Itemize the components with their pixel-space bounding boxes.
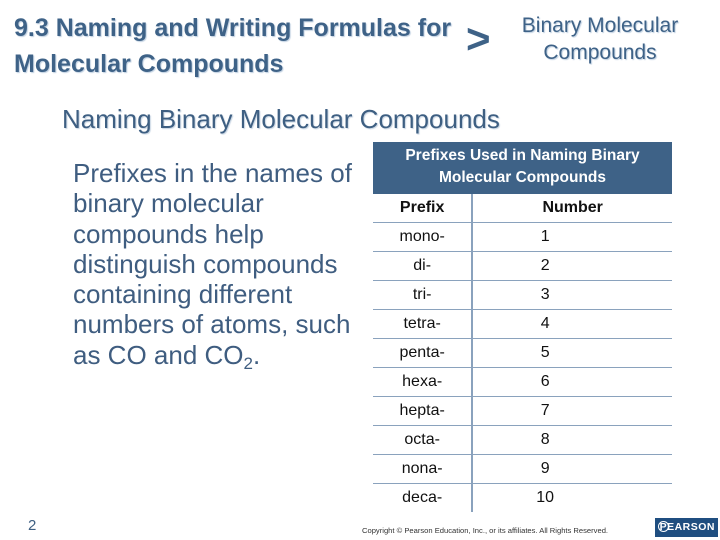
copyright-notice: Copyright © Pearson Education, Inc., or its affiliates. All Rights Reserved. bbox=[362, 526, 609, 535]
table-header-row bbox=[373, 194, 672, 223]
prefix-cell: octa- bbox=[373, 426, 472, 455]
number-cell: 4 bbox=[472, 310, 672, 339]
prefix-number-table bbox=[373, 194, 672, 512]
page-number: 2 bbox=[28, 517, 37, 534]
table-row bbox=[373, 339, 672, 368]
number-cell: 3 bbox=[472, 281, 672, 310]
pearson-logo-text: PEARSON bbox=[659, 521, 715, 533]
number-cell: 9 bbox=[472, 455, 672, 484]
prefix-cell: nona- bbox=[373, 455, 472, 484]
number-cell: 1 bbox=[472, 223, 672, 252]
number-cell: 8 bbox=[472, 426, 672, 455]
table-row bbox=[373, 484, 672, 513]
number-cell: 2 bbox=[472, 252, 672, 281]
slide-title-line1: 9.3 Naming and Writing Formulas for bbox=[14, 14, 452, 42]
prefix-cell: penta- bbox=[373, 339, 472, 368]
prefix-cell: mono- bbox=[373, 223, 472, 252]
table-row bbox=[373, 223, 672, 252]
slide-title bbox=[14, 10, 484, 82]
prefix-cell: tetra- bbox=[373, 310, 472, 339]
pearson-logo bbox=[655, 518, 718, 537]
chevron-right-icon: > bbox=[466, 15, 491, 62]
column-header-number: Number bbox=[472, 194, 672, 223]
subheading: Naming Binary Molecular Compounds bbox=[62, 104, 500, 134]
number-cell: 5 bbox=[472, 339, 672, 368]
number-cell: 6 bbox=[472, 368, 672, 397]
table-row bbox=[373, 397, 672, 426]
pearson-logo-icon bbox=[658, 521, 669, 532]
column-header-prefix: Prefix bbox=[373, 194, 472, 223]
prefix-cell: di- bbox=[373, 252, 472, 281]
number-cell: 10 bbox=[536, 489, 555, 506]
table-caption: Prefixes Used in Naming Binary Molecular Compounds bbox=[373, 142, 672, 194]
table-row bbox=[373, 252, 672, 281]
table-row bbox=[373, 310, 672, 339]
prefix-cell: hepta- bbox=[373, 397, 472, 426]
table-row bbox=[373, 426, 672, 455]
number-cell: 7 bbox=[472, 397, 672, 426]
subscript: 2 bbox=[243, 353, 253, 373]
prefix-table bbox=[373, 142, 672, 512]
slide-title-line2: Molecular Compounds bbox=[14, 50, 284, 78]
prefix-cell: tri- bbox=[373, 281, 472, 310]
body-paragraph bbox=[73, 158, 363, 373]
table-row bbox=[373, 368, 672, 397]
prefix-cell: deca- bbox=[373, 484, 472, 513]
table-row bbox=[373, 455, 672, 484]
table-row bbox=[373, 281, 672, 310]
prefix-cell: hexa- bbox=[373, 368, 472, 397]
body-text: Prefixes in the names of binary molecular compounds help distinguish compounds containing different numbers of atoms, such as CO and CO bbox=[73, 158, 352, 370]
section-title: Binary Molecular Compounds bbox=[521, 14, 679, 64]
body-tail: . bbox=[252, 339, 261, 370]
